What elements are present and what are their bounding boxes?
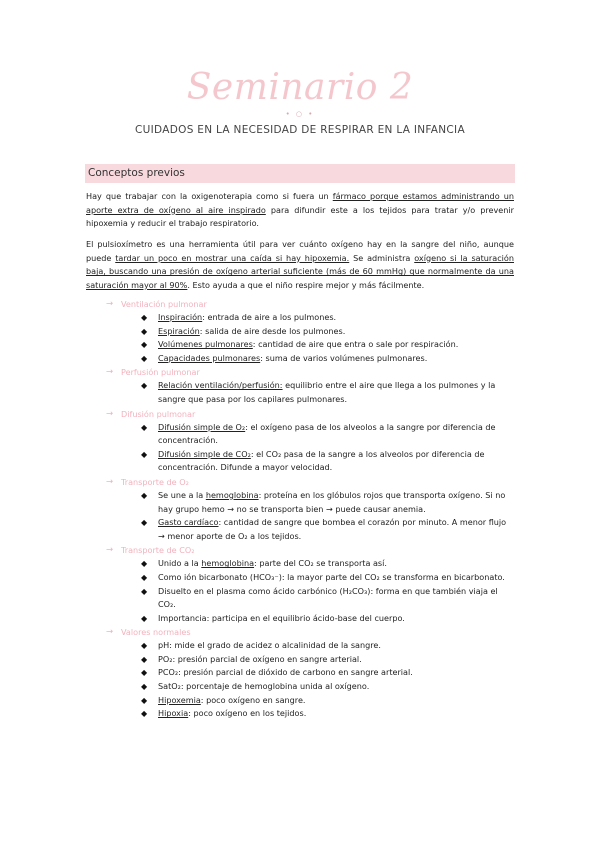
item-text: PO₂: presión parcial de oxígeno en sangre arterial. — [158, 653, 362, 664]
topic-heading — [0, 365, 600, 379]
diamond-bullet-icon: ◆ — [141, 353, 148, 363]
list-item — [0, 707, 600, 721]
diamond-bullet-icon: ◆ — [141, 641, 148, 651]
item-text: Disuelto en el plasma como ácido carbónico (H₂CO₃): forma en que también viaja el CO₂. — [158, 585, 498, 610]
paragraph-pulse-oximeter — [86, 238, 514, 292]
list-item — [0, 680, 600, 694]
list-item — [0, 557, 600, 571]
paragraph-text: Se administra — [349, 252, 415, 263]
arrow-right-icon: → — [106, 367, 114, 378]
item-label: Volúmenes pulmonares — [158, 339, 253, 350]
item-text: : salida de aire desde los pulmones. — [199, 325, 346, 336]
item-label: Hipoxemia — [158, 694, 201, 705]
arrow-right-icon: → — [106, 299, 114, 309]
list-item — [0, 516, 600, 543]
item-text: : proteína en los glóbulos rojos que transporta oxígeno. Si no hay grupo hemo → no se transporta bien → puede causar anemia. — [158, 489, 506, 514]
diamond-bullet-icon: ◆ — [141, 559, 148, 569]
item-text: : poco oxígeno en los tejidos. — [188, 708, 307, 719]
topic-heading — [0, 407, 600, 421]
topic-heading — [0, 625, 600, 639]
title-decoration: • ○ • — [285, 110, 315, 118]
item-text: equilibrio entre el aire que llega a los pulmones y la sangre que pasa por los capilares pulmonares. — [158, 380, 496, 404]
diamond-bullet-icon: ◆ — [141, 381, 148, 391]
item-text: Se une a la — [158, 489, 206, 500]
list-item — [0, 448, 600, 475]
paragraph-text: Hay que trabajar con la oxigenoterapia como si fuera un — [86, 191, 333, 201]
diamond-bullet-icon: ◆ — [141, 682, 148, 692]
topic-title: Ventilación pulmonar — [121, 299, 207, 309]
list-item — [0, 379, 600, 406]
diamond-bullet-icon: ◆ — [141, 668, 148, 678]
paragraph-text: para difundir este a los tejidos para tratar y/o prevenir hipoxemia y reducir el trabajo respiratorio. — [86, 204, 514, 229]
list-item — [0, 338, 600, 352]
item-text: : cantidad de aire que entra o sale por respiración. — [252, 339, 459, 350]
paragraph-underlined-text: fármaco porque estamos administrando un aporte extra de oxígeno al aire inspirado — [86, 191, 514, 215]
item-text: : entrada de aire a los pulmones. — [202, 312, 337, 322]
topic-title: Difusión pulmonar — [121, 408, 196, 419]
diamond-bullet-icon: ◆ — [141, 695, 148, 705]
list-item — [0, 325, 600, 339]
item-text: Unido a la — [158, 558, 202, 569]
topic-title: Valores normales — [121, 627, 191, 638]
list-item — [0, 694, 600, 708]
topic-title: Transporte de O₂ — [121, 476, 189, 487]
item-text: : cantidad de sangre que bombea el corazón por minuto. A menor flujo → menor aporte de O₂ a los tejidos. — [158, 517, 507, 541]
item-label: hemoglobina — [201, 558, 255, 569]
list-item — [0, 666, 600, 680]
diamond-bullet-icon: ◆ — [141, 326, 148, 336]
list-item — [0, 653, 600, 667]
item-text: SatO₂: porcentaje de hemoglobina unida al oxígeno. — [158, 681, 370, 692]
topic-heading — [0, 475, 600, 489]
list-item — [0, 352, 600, 366]
diamond-bullet-icon: ◆ — [141, 572, 148, 582]
diamond-bullet-icon: ◆ — [141, 709, 148, 719]
topic-heading — [0, 297, 600, 311]
topic-title: Perfusión pulmonar — [121, 367, 200, 378]
topic-list — [0, 297, 600, 721]
item-label: Gasto cardíaco — [158, 517, 219, 528]
item-text: : poco oxígeno en sangre. — [200, 694, 306, 705]
item-text: : suma de varios volúmenes pulmonares. — [260, 352, 428, 363]
paragraph-underlined-text: tardar un poco en mostrar una caída si hay hipoxemia. — [115, 252, 350, 263]
item-text: : el oxígeno pasa de los alveolos a la sangre por diferencia de concentración. — [158, 421, 496, 446]
item-text: Importancia: participa en el equilibrio ácido-base del cuerpo. — [158, 612, 405, 623]
paragraph-text: El pulsioxímetro es una herramienta útil para ver cuánto oxígeno hay en la sangre del niño, aunque puede — [86, 239, 514, 263]
paragraph-underlined-text: oxígeno si la saturación baja, buscando una presión de oxígeno arterial suficiente (más de 60 mmHg) que normalmente da una saturación mayor al 90% — [86, 252, 514, 290]
topic-heading — [0, 543, 600, 557]
diamond-bullet-icon: ◆ — [141, 613, 148, 623]
page-title: Seminario 2 — [186, 67, 414, 108]
diamond-bullet-icon: ◆ — [141, 313, 148, 322]
diamond-bullet-icon: ◆ — [141, 586, 148, 596]
item-label: Hipoxia — [158, 708, 189, 719]
item-label: Espiración — [158, 325, 200, 336]
item-label: Inspiración — [158, 312, 203, 322]
item-label: hemoglobina — [205, 489, 259, 500]
item-label: Difusión simple de O₂ — [158, 421, 246, 432]
diamond-bullet-icon: ◆ — [141, 340, 148, 350]
item-text: PCO₂: presión parcial de dióxido de carbono en sangre arterial. — [158, 667, 413, 678]
item-label: Difusión simple de CO₂ — [158, 448, 251, 459]
page-subtitle: CUIDADOS EN LA NECESIDAD DE RESPIRAR EN LA INFANCIA — [135, 124, 465, 136]
diamond-bullet-icon: ◆ — [141, 490, 148, 500]
item-text: pH: mide el grado de acidez o alcalinidad de la sangre. — [158, 640, 381, 651]
list-item — [0, 311, 600, 325]
section-heading-bar — [85, 164, 515, 183]
item-label: Capacidades pulmonares — [158, 352, 261, 363]
paragraph-text: . Esto ayuda a que el niño respire mejor y más fácilmente. — [187, 279, 425, 290]
diamond-bullet-icon: ◆ — [141, 654, 148, 664]
arrow-right-icon: → — [106, 545, 114, 556]
diamond-bullet-icon: ◆ — [141, 518, 148, 528]
item-label: Relación ventilación/perfusión: — [158, 380, 283, 391]
list-item — [0, 489, 600, 516]
arrow-right-icon: → — [106, 476, 114, 487]
list-item — [0, 571, 600, 585]
topic-title: Transporte de CO₂ — [121, 545, 195, 556]
item-text: : el CO₂ pasa de la sangre a los alveolos por diferencia de concentración. Difunde a mayor velocidad. — [158, 448, 485, 473]
section-heading: Conceptos previos — [88, 167, 185, 179]
item-text: : parte del CO₂ se transporta así. — [254, 558, 387, 569]
list-item — [0, 421, 600, 448]
list-item — [0, 639, 600, 653]
arrow-right-icon: → — [106, 408, 114, 419]
diamond-bullet-icon: ◆ — [141, 422, 148, 432]
item-text: Como ión bicarbonato (HCO₃⁻): la mayor parte del CO₂ se transforma en bicarbonato. — [158, 571, 505, 582]
paragraph-oxygen-therapy — [86, 190, 514, 231]
list-item — [0, 585, 600, 612]
list-item — [0, 612, 600, 626]
arrow-right-icon: → — [106, 627, 114, 638]
diamond-bullet-icon: ◆ — [141, 449, 148, 459]
